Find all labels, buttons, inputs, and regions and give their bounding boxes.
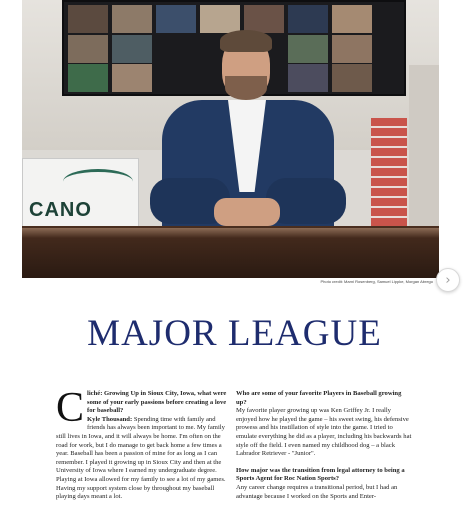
question-3: How major was the transition from legal attorney to being a Sports Agent for Roc Nation Sports?	[236, 466, 405, 483]
question-2: Who are some of your favorite Players in Baseball growing up?	[236, 390, 402, 406]
question-1: liché: Growing Up in Sioux City, Iowa, what were some of your early passions before creating a love for baseball?	[87, 390, 227, 415]
portrait-subject	[132, 28, 362, 233]
photo-credit: Photo credit: Marni Rosenberg, Samuel Lippke, Morgan Abrego	[320, 279, 433, 284]
hero-photo	[22, 0, 439, 278]
article-column-right	[236, 390, 412, 509]
article-column-left	[56, 385, 234, 510]
article-headline: MAJOR LEAGUE	[87, 313, 382, 354]
answer-2: My favorite player growing up was Ken Griffey Jr. I really enjoyed how he played the game – his sweet swing, his defensive prowess and his instillation of style into the game. I tried to emulate everything he did as a player, including his backwards hat style off the field. I even named my childhood dog – a black Labrador Retriever - "Junior".	[236, 407, 412, 458]
answer-1: Spending time with family and friends has always been important to me. My family still lives in Iowa, and it will always be home. I'm often on the road for work, but I do manage to get back home a few times a year. Baseball has been a passion of mine for as long as I can remember. I played it growing up in Sioux City and then at the University of Iowa where I earned my undergraduate degree. Playing at Iowa allowed for my family to see a lot of my games. Having my support system close by throughout my baseball playing days meant a lot.	[56, 415, 226, 501]
jersey-text: CANO	[29, 199, 92, 221]
framed-jersey	[22, 158, 139, 235]
drop-cap: C	[56, 385, 85, 431]
brick-artwork	[371, 118, 407, 228]
next-page-button[interactable]	[436, 268, 460, 292]
speaker-name: Kyle Thousand:	[87, 415, 133, 423]
answer-3: Any career change requires a transitional period, but I had an advantage because I worked on the Sports and Enter-	[236, 483, 398, 500]
chevron-right-icon: ›	[445, 272, 451, 288]
